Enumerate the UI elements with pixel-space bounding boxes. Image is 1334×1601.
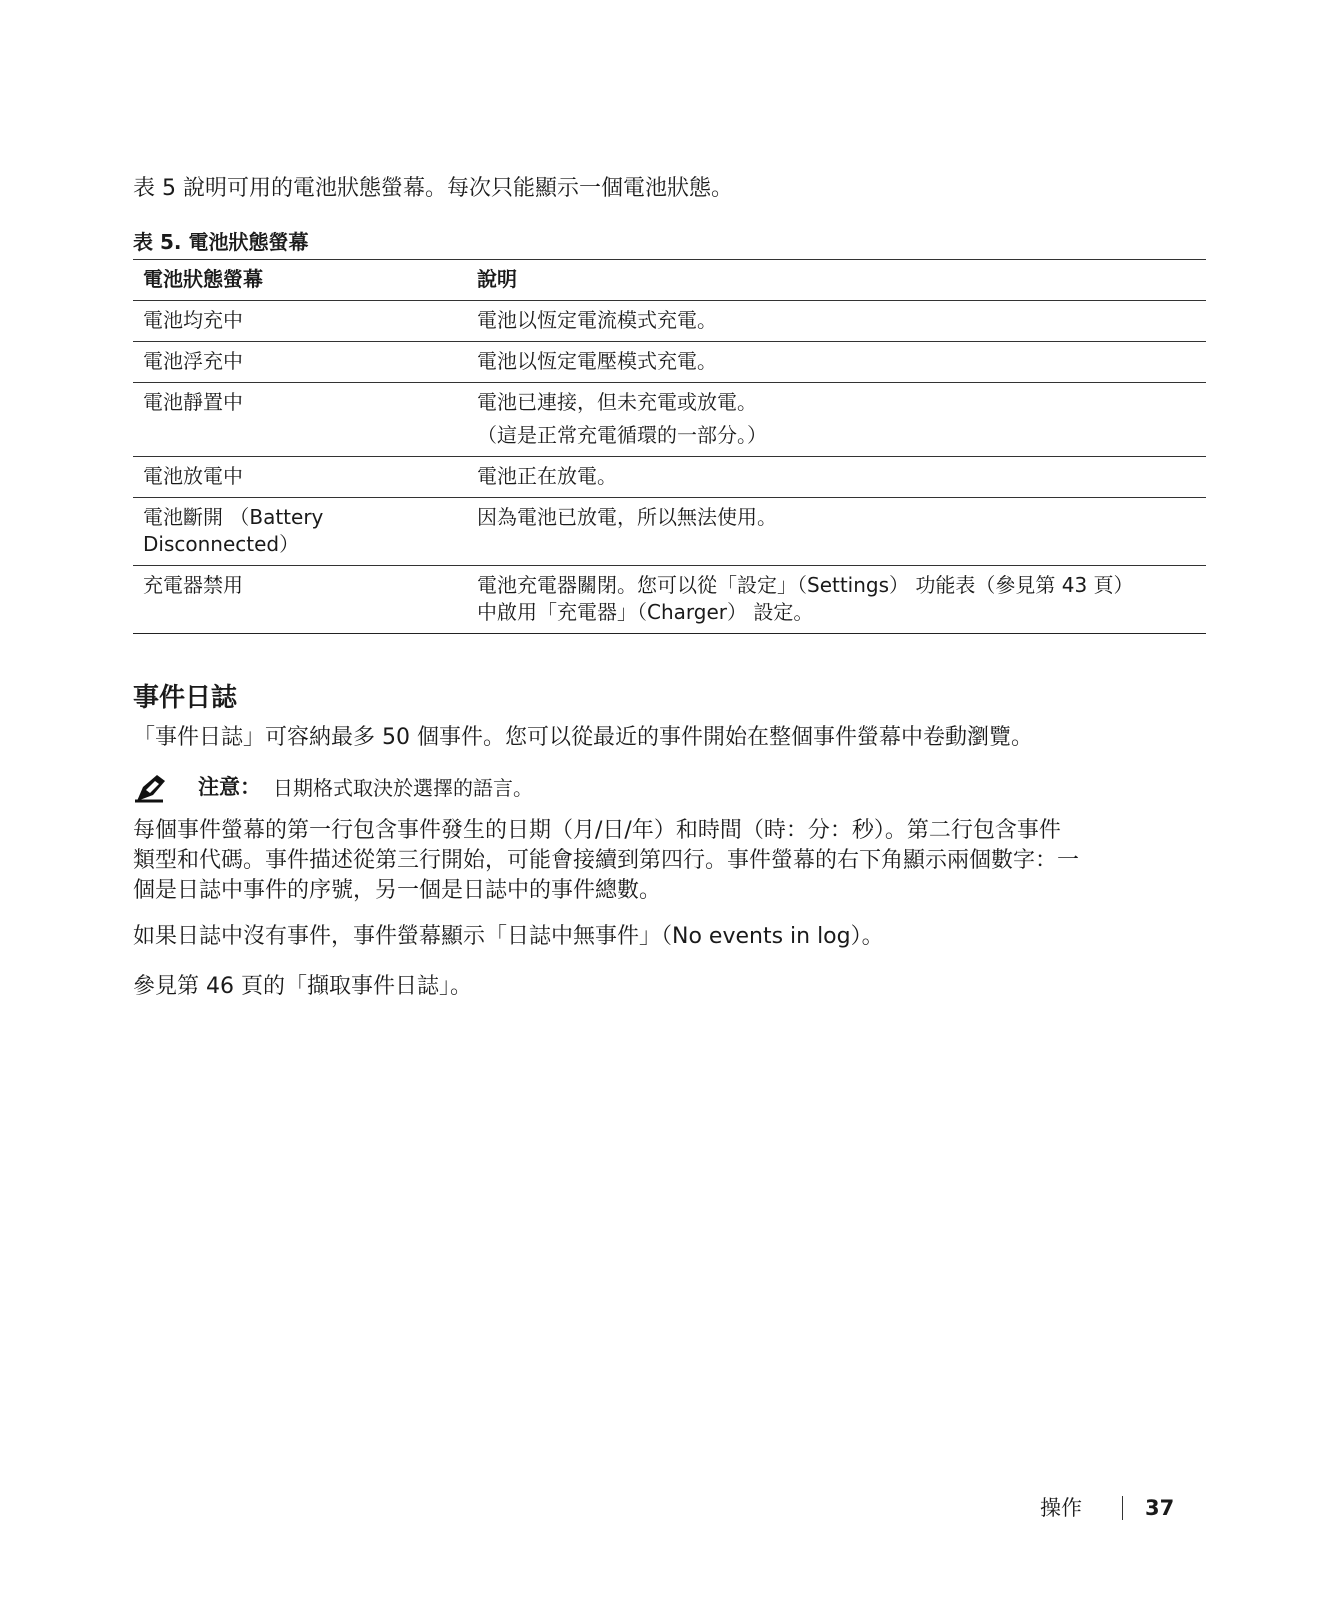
row-screen: 電池放電中 (133, 457, 467, 498)
row-description (467, 566, 1206, 634)
row-description (467, 301, 1206, 342)
battery-status-table (133, 259, 1206, 634)
column-header-screen: 電池狀態螢幕 (133, 260, 467, 301)
table-row (133, 342, 1206, 383)
row-description-line1: 電池以恆定電壓模式充電。 (477, 349, 717, 373)
row-description-line1: 電池充電器關閉。您可以從「設定」（Settings） 功能表（參見第 43 頁） (477, 573, 1134, 597)
table-caption: 表 5. 電池狀態螢幕 (133, 230, 309, 254)
column-header-description: 說明 (467, 260, 1206, 301)
row-screen: 電池均充中 (133, 301, 467, 342)
row-description-line2: （這是正常充電循環的一部分。） (477, 423, 767, 447)
row-description (467, 457, 1206, 498)
row-screen: 電池靜置中 (133, 383, 467, 457)
intro-paragraph: 表 5 說明可用的電池狀態螢幕。每次只能顯示一個電池狀態。 (133, 176, 733, 201)
footer-section-name: 操作 (1040, 1496, 1082, 1520)
row-screen: 電池浮充中 (133, 342, 467, 383)
row-description-line1: 電池正在放電。 (477, 464, 617, 488)
paragraph-line: 類型和代碼。事件描述從第三行開始，可能會接續到第四行。事件螢幕的右下角顯示兩個數字：一 (133, 848, 1080, 873)
row-description-line2: 中啟用「充電器」（Charger） 設定。 (477, 600, 814, 624)
table-row (133, 383, 1206, 457)
row-screen: 電池斷開 （Battery Disconnected） (133, 498, 467, 566)
paragraph-line: 個是日誌中事件的序號，另一個是日誌中的事件總數。 (133, 878, 662, 903)
no-events-paragraph: 如果日誌中沒有事件，事件螢幕顯示「日誌中無事件」（No events in log）。 (133, 924, 884, 949)
see-also-paragraph: 參見第 46 頁的「擷取事件日誌」。 (133, 974, 472, 999)
page-footer (1040, 1494, 1175, 1522)
note-label: 注意： (198, 775, 261, 799)
event-log-paragraph: 「事件日誌」可容納最多 50 個事件。您可以從最近的事件開始在整個事件螢幕中卷動瀏覽。 (133, 725, 1033, 750)
table-header-row (133, 260, 1206, 301)
footer-separator (1122, 1496, 1123, 1520)
section-heading: 事件日誌 (133, 683, 238, 713)
page-number: 37 (1145, 1496, 1175, 1520)
row-description (467, 498, 1206, 566)
note-text: 日期格式取決於選擇的語言。 (273, 776, 533, 800)
table-row (133, 457, 1206, 498)
table-row (133, 566, 1206, 634)
table-row (133, 498, 1206, 566)
pencil-note-icon (133, 773, 169, 803)
row-description-line1: 電池以恆定電流模式充電。 (477, 308, 717, 332)
paragraph-line: 每個事件螢幕的第一行包含事件發生的日期（月/日/年）和時間（時：分：秒）。第二行包含事件 (133, 818, 1061, 843)
row-description (467, 383, 1206, 457)
event-screen-paragraph (133, 816, 1208, 906)
row-description (467, 342, 1206, 383)
row-screen: 充電器禁用 (133, 566, 467, 634)
row-description-line1: 電池已連接，但未充電或放電。 (477, 390, 757, 414)
table-row (133, 301, 1206, 342)
row-description-line1: 因為電池已放電，所以無法使用。 (477, 505, 777, 529)
